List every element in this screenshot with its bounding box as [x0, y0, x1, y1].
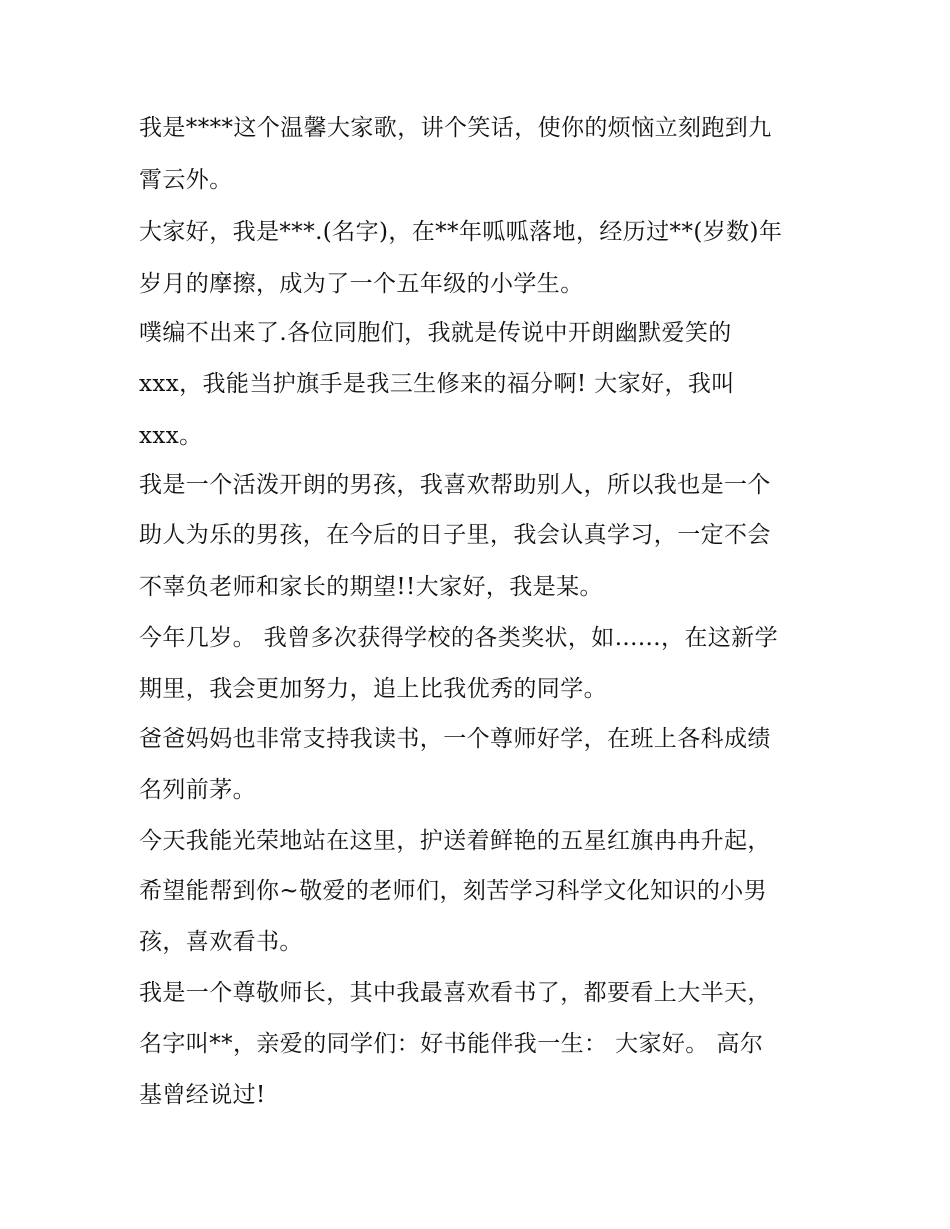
text-line: xxx，我能当护旗手是我三生修来的福分啊! 大家好，我叫: [139, 371, 735, 397]
text-line: 岁月的摩擦，成为了一个五年级的小学生。: [139, 271, 584, 297]
text-line: 孩，喜欢看书。: [139, 929, 303, 955]
text-line: 霄云外。: [139, 167, 233, 193]
text-line: 希望能帮到你~敬爱的老师们，刻苦学习科学文化知识的小男: [139, 878, 768, 904]
text-line: 大家好，我是***.(名字)，在**年呱呱落地，经历过**(岁数)年: [139, 219, 783, 245]
text-line: 我是一个尊敬师长，其中我最喜欢看书了，都要看上大半天，: [139, 980, 771, 1006]
text-line: 噗编不出来了.各位同胞们，我就是传说中开朗幽默爱笑的: [139, 320, 732, 346]
text-line: 我是****这个温馨大家歌，讲个笑话，使你的烦恼立刻跑到九: [139, 115, 772, 141]
text-line: 今年几岁。 我曾多次获得学校的各类奖状，如......，在这新学: [139, 625, 778, 651]
text-line: xxx。: [139, 423, 203, 449]
text-line: 今天我能光荣地站在这里，护送着鲜艳的五星红旗冉冉升起，: [139, 828, 771, 854]
text-line: 期里，我会更加努力，追上比我优秀的同学。: [139, 676, 607, 702]
text-line: 名列前茅。: [139, 777, 256, 803]
text-line: 名字叫**，亲爱的同学们：好书能伴我一生： 大家好。 高尔: [139, 1031, 764, 1057]
text-line: 助人为乐的男孩，在今后的日子里，我会认真学习，一定不会: [139, 522, 771, 548]
text-line: 我是一个活泼开朗的男孩，我喜欢帮助别人，所以我也是一个: [139, 472, 771, 498]
text-line: 不辜负老师和家长的期望!!大家好，我是某。: [139, 574, 603, 600]
text-line: 基曾经说过!: [139, 1082, 266, 1108]
text-line: 爸爸妈妈也非常支持我读书，一个尊师好学，在班上各科成绩: [139, 726, 771, 752]
